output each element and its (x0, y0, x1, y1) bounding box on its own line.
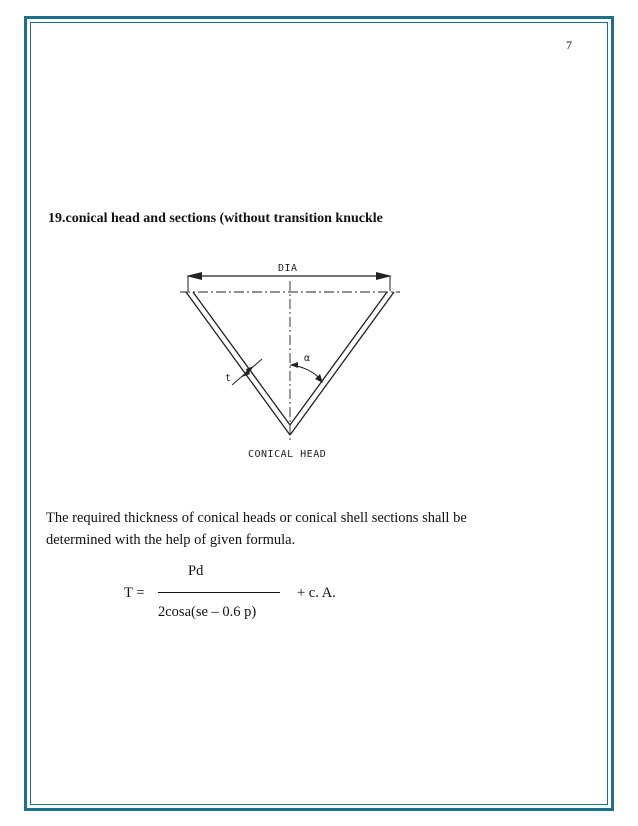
formula-tail: + c. A. (297, 585, 336, 601)
cone-wall-left-inner (193, 292, 290, 425)
angle-label: α (304, 353, 311, 364)
diagram-caption: CONICAL HEAD (248, 449, 327, 460)
body-paragraph (46, 507, 566, 551)
thickness-label: t (225, 373, 232, 384)
page-number: 7 (566, 38, 572, 52)
paragraph-line-1: The required thickness of conical heads or conical shell sections shall be (46, 510, 467, 526)
conical-head-diagram (176, 255, 406, 465)
paragraph-line-2: determined with the help of given formula. (46, 532, 296, 548)
section-heading: 19.conical head and sections (without transition knuckle (48, 211, 383, 226)
cone-wall-left-outer (186, 292, 290, 435)
angle-arrow-start (290, 362, 298, 368)
dia-label: DIA (278, 263, 298, 274)
formula-numerator: Pd (188, 563, 204, 579)
formula-denominator: 2cosa(se – 0.6 p) (158, 604, 257, 620)
formula-lhs: T = (124, 585, 145, 601)
